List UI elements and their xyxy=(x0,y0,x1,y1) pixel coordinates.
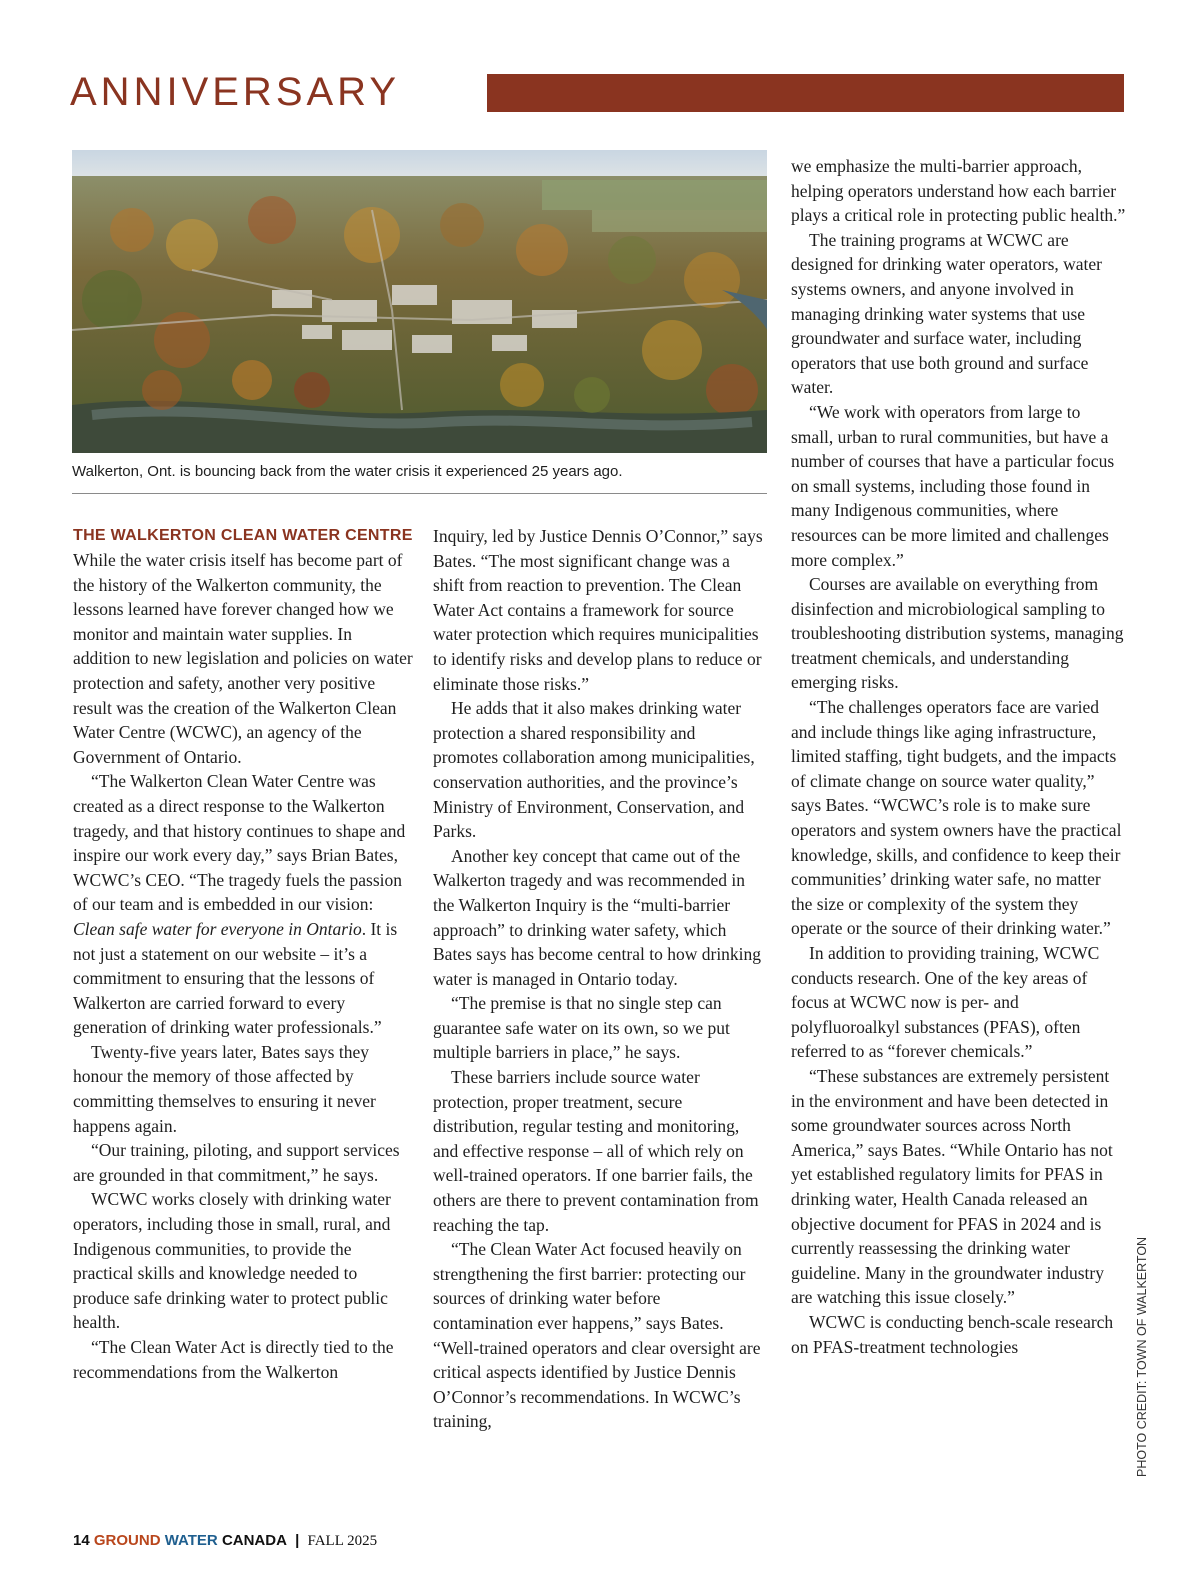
paragraph: “We work with operators from large to small, urban to rural communities, but have a number of courses that have a particular focus on small systems, including those found in many Indigenous communities, where resources can be more limited and challenges more complex.” xyxy=(791,401,1115,570)
paragraph: Courses are available on everything from disinfection and microbiological sampling to troubleshooting distribution systems, managing treatment chemicals, and understanding emerging risks. xyxy=(791,574,1124,693)
photo-caption: Walkerton, Ont. is bouncing back from the water crisis it experienced 25 years ago. xyxy=(72,463,623,480)
section-title: ANNIVERSARY xyxy=(70,70,401,114)
paragraph: Inquiry, led by Justice Dennis O’Connor,” says Bates. “The most significant change was a shift from reaction to prevention. The Clean Water Act contains a framework for source water protection which requires municipalities to identify risks and develop plans to reduce or eliminate those risks.” xyxy=(433,526,763,694)
magazine-name-water: WATER xyxy=(164,1532,218,1549)
paragraph: “The Clean Water Act focused heavily on strengthening the first barrier: protecting our sources of drinking water before contamination ever happens,” says Bates. “Well-trained operators and clear oversight are critical aspects identified by Justice Dennis O’Connor’s recommendations. In WCWC’s training, xyxy=(433,1239,761,1432)
paragraph: These barriers include source water protection, proper treatment, secure distribution, regular testing and monitoring, and effective response – all of which rely on well-trained operators. If one barrier fails, the others are there to prevent contamination from reaching the tap. xyxy=(433,1067,759,1235)
paragraph: In addition to providing training, WCWC conducts research. One of the key areas of focus at WCWC now is per- and polyfluoroalkyl substances (PFAS), often referred to as “forever chemicals.” xyxy=(791,943,1100,1062)
paragraph: While the water crisis itself has become part of the history of the Walkerton community, the lessons learned have forever changed how we monitor and maintain water supplies. In addition to new legislation and policies on water protection and safety, another very positive result was the creation of the Walkerton Clean Water Centre (WCWC), an agency of the Government of Ontario. xyxy=(73,550,413,767)
magazine-name-canada: CANADA xyxy=(221,1532,287,1549)
vision-statement: Clean safe water for everyone in Ontario xyxy=(73,918,362,939)
aerial-photo xyxy=(72,150,767,453)
article-column-1 xyxy=(73,524,413,1384)
paragraph: WCWC works closely with drinking water operators, including those in small, rural, and Indigenous communities, to provide the practical skills and knowledge needed to produce safe drinking water to protect public health. xyxy=(73,1189,391,1333)
issue-label: FALL 2025 xyxy=(307,1533,378,1549)
section-title-bar xyxy=(487,74,1124,112)
caption-divider xyxy=(72,493,767,494)
paragraph: He adds that it also makes drinking water protection a shared responsibility and promotes collaboration among municipalities, conservation authorities, and the province’s Ministry of Environment, Conservation, and Parks. xyxy=(433,698,755,842)
paragraph: Twenty-five years later, Bates says they honour the memory of those affected by committing themselves to ensuring it never happens again. xyxy=(73,1041,376,1136)
magazine-name-ground: GROUND xyxy=(93,1532,161,1549)
article-column-2 xyxy=(433,524,763,1434)
footer-separator: | xyxy=(295,1532,300,1549)
paragraph: Another key concept that came out of the Walkerton tragedy and was recommended in the Walkerton Inquiry is the “multi-barrier approach” to drinking water safety, which Bates says has become central to how drinking water is managed in Ontario today. xyxy=(433,845,762,989)
paragraph-text: . It is not just a statement on our website – it’s a commitment to ensuring that the lessons of Walkerton are carried forward to every generation of drinking water professionals.” xyxy=(73,918,398,1038)
article-subhead: THE WALKERTON CLEAN WATER CENTRE xyxy=(73,527,413,544)
paragraph: “Our training, piloting, and support services are grounded in that commitment,” he says. xyxy=(73,1140,400,1185)
paragraph: “The Clean Water Act is directly tied to the recommendations from the Walkerton xyxy=(73,1337,394,1382)
page-number: 14 xyxy=(73,1532,90,1549)
paragraph: we emphasize the multi-barrier approach, helping operators understand how each barrier plays a critical role in protecting public health.” xyxy=(791,156,1126,226)
paragraph: WCWC is conducting bench-scale research on PFAS-treatment technologies xyxy=(791,1311,1114,1357)
page-footer xyxy=(73,1532,377,1550)
paragraph xyxy=(73,769,413,1040)
photo-credit: PHOTO CREDIT: TOWN OF WALKERTON xyxy=(1135,1236,1149,1477)
paragraph: “The challenges operators face are varied and include things like aging infrastructure, limited staffing, tight budgets, and the impacts of climate change on source water quality,” says Bates. “WCWC’s role is to make sure operators and system owners have the practical knowledge, skills, and confidence to keep their communities’ drinking water safe, no matter the size or complexity of the system they operate or the source of their drinking water.” xyxy=(791,697,1122,939)
paragraph: The training programs at WCWC are designed for drinking water operators, water systems owners, and anyone involved in managing drinking water systems that use groundwater and surface water, including operators that use both ground and surface water. xyxy=(791,229,1103,398)
paragraph: “These substances are extremely persistent in the environment and have been detected in some groundwater sources across North America,” says Bates. “While Ontario has not yet established regulatory limits for PFAS in drinking water, Health Canada released an objective document for PFAS in 2024 and is currently reassessing the drinking water guideline. Many in the groundwater industry are watching this issue closely.” xyxy=(791,1065,1113,1308)
paragraph: “The premise is that no single step can guarantee safe water on its own, so we put multiple barriers in place,” he says. xyxy=(433,993,730,1063)
paragraph-text: “The Walkerton Clean Water Centre was created as a direct response to the Walkerton tragedy, and that history continues to shape and inspire our work every day,” says Brian Bates, WCWC’s CEO. “The tragedy fuels the passion of our team and is embedded in our vision: xyxy=(73,771,406,915)
article-column-3 xyxy=(791,154,1126,1359)
